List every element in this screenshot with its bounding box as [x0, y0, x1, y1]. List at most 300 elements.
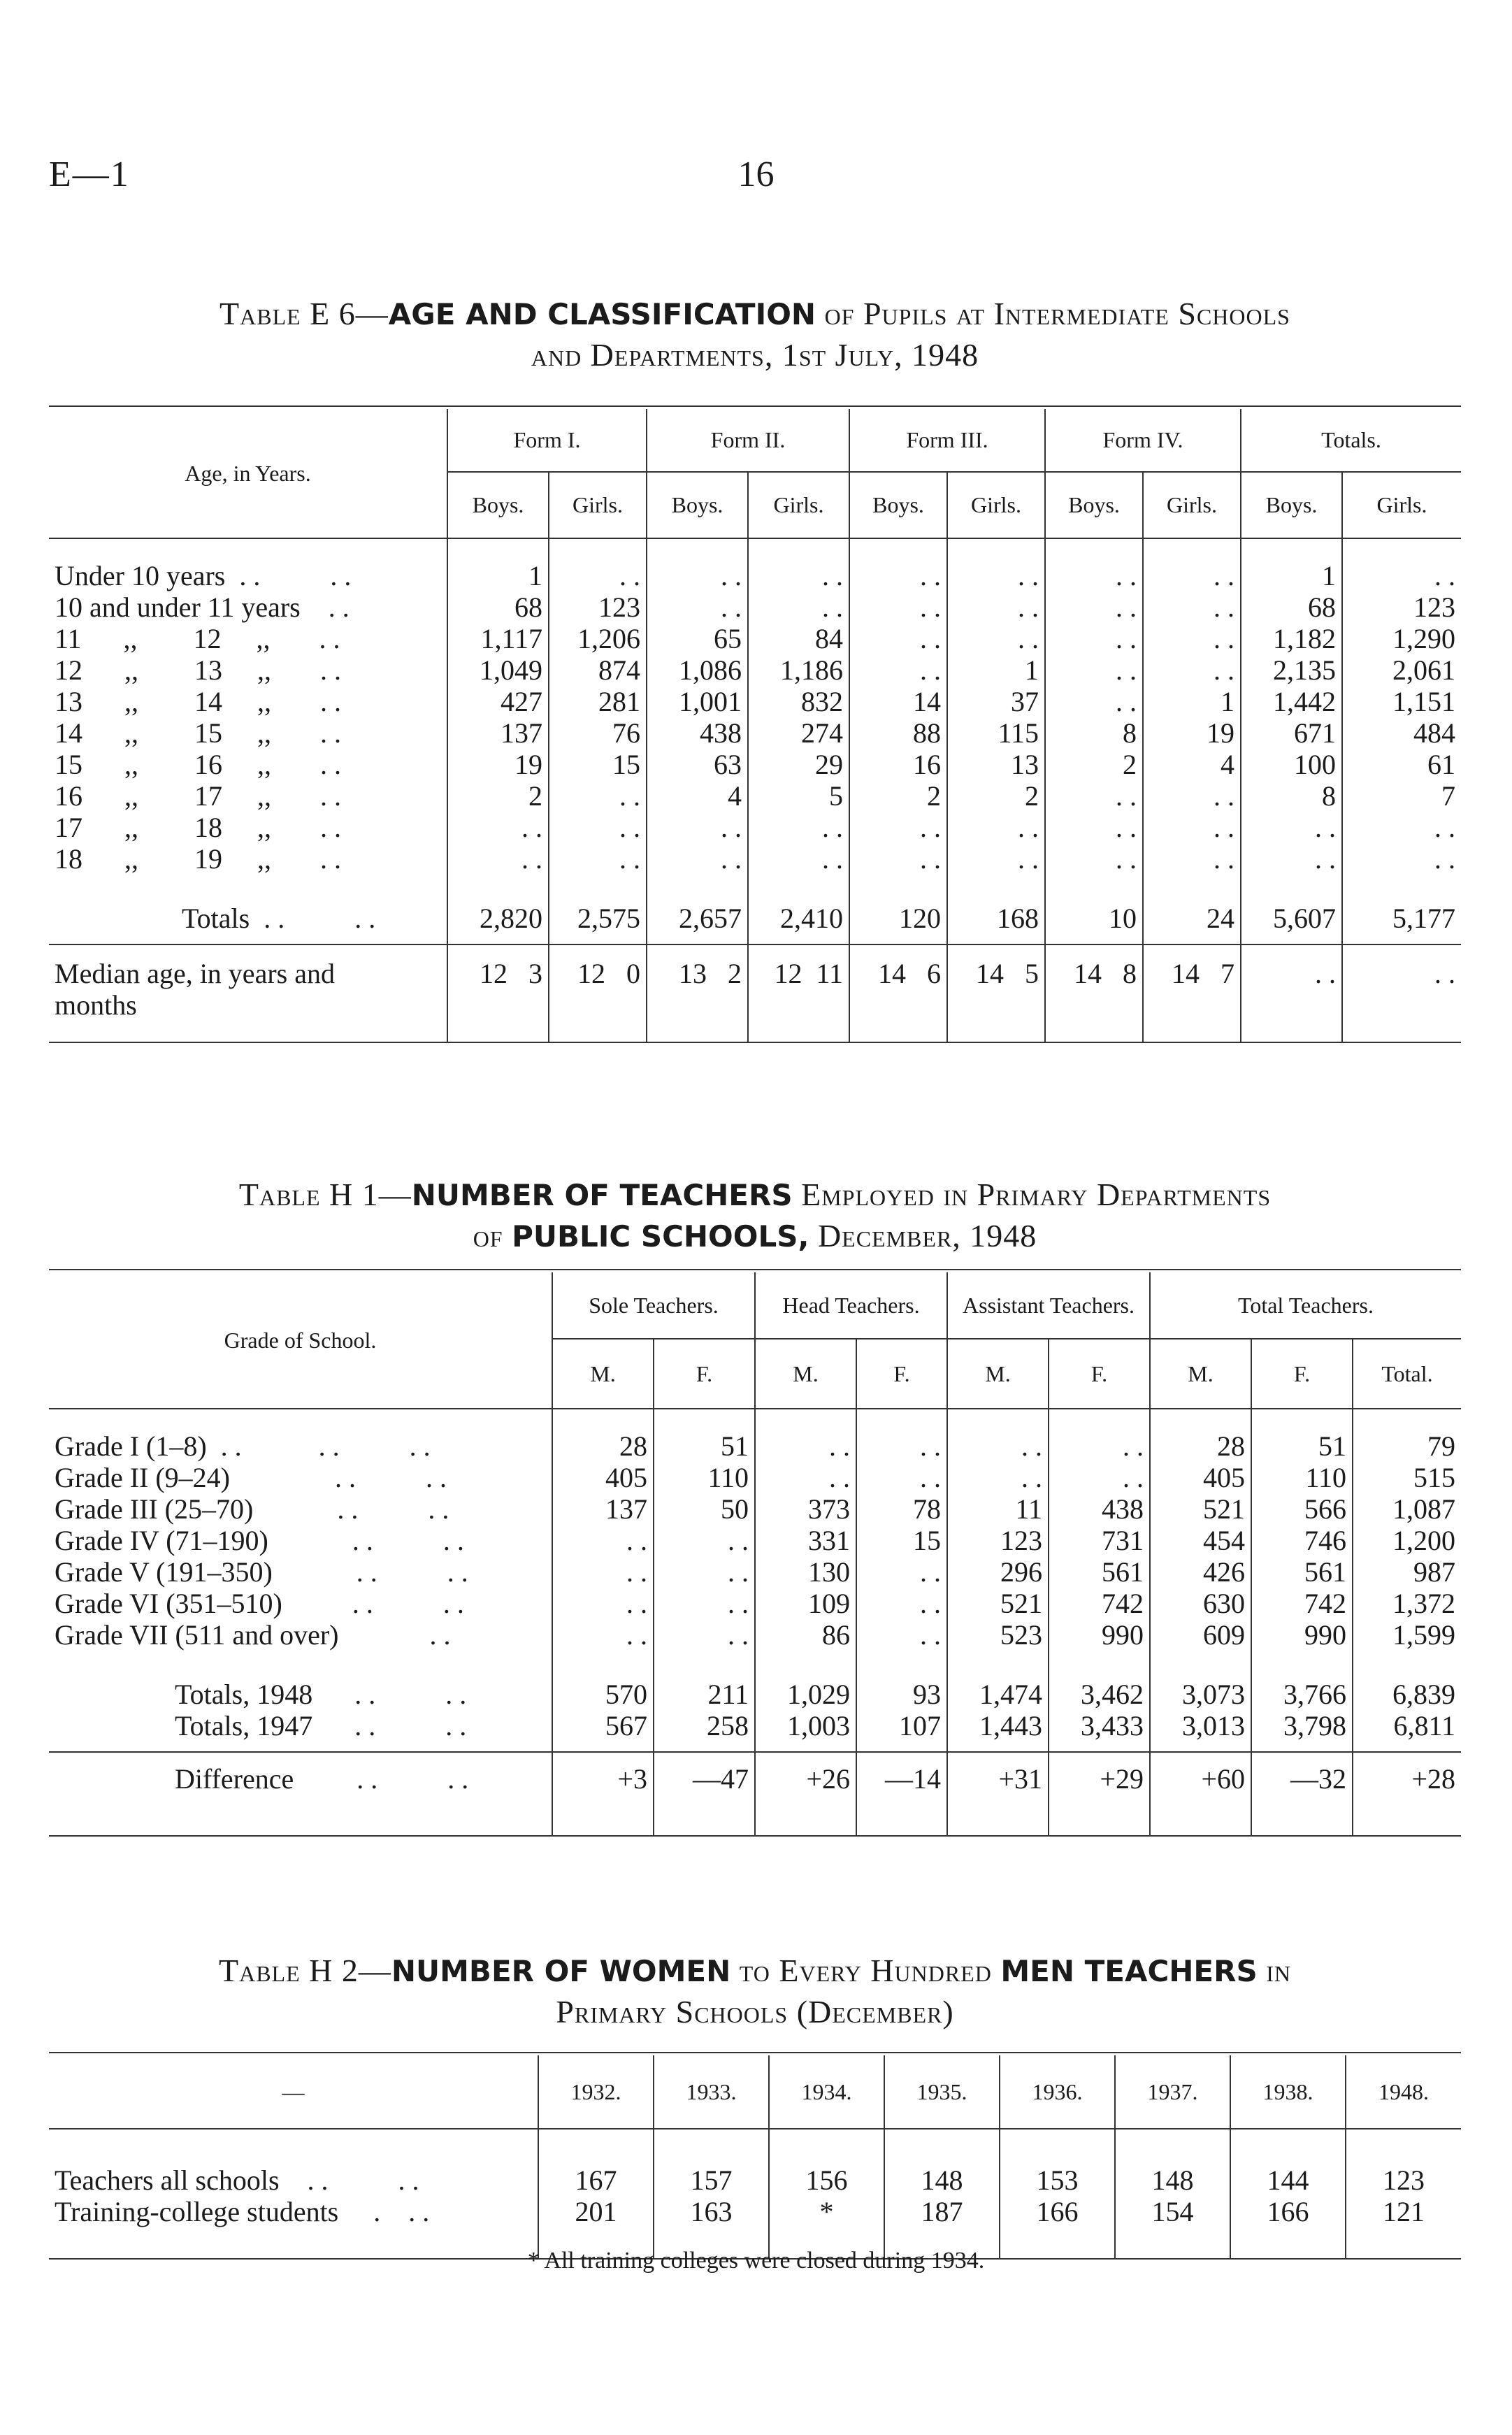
table-h2-top-rule	[49, 2052, 1461, 2053]
year-header: 1932.	[538, 2055, 654, 2129]
table-cell: 2	[447, 780, 549, 812]
table-cell: 1	[1143, 686, 1241, 717]
table-cell: . .	[1045, 843, 1143, 875]
table-cell: . .	[654, 1556, 755, 1588]
table-cell: 137	[447, 717, 549, 749]
table-cell: 187	[884, 2196, 1000, 2259]
table-cell: *	[769, 2196, 884, 2259]
table-cell: 68	[447, 591, 549, 623]
table-cell: 454	[1150, 1525, 1251, 1556]
table-cell: 6,811	[1353, 1710, 1461, 1752]
column-header: M.	[1150, 1339, 1251, 1409]
table-cell: . .	[1143, 843, 1241, 875]
table-cell: 109	[755, 1588, 856, 1619]
year-header: 1934.	[769, 2055, 884, 2129]
table-cell: 566	[1251, 1493, 1353, 1525]
table-cell: 153	[1000, 2129, 1115, 2196]
table-cell: 157	[654, 2129, 769, 2196]
stub-header: Grade of School.	[49, 1272, 552, 1409]
column-header: F.	[1049, 1339, 1150, 1409]
table-row	[49, 1409, 1461, 1462]
group-header: Assistant Teachers.	[947, 1272, 1150, 1339]
table-row	[49, 686, 1461, 717]
table-cell: . .	[947, 538, 1045, 591]
table-cell: . .	[647, 812, 748, 843]
row-label: 14 ,, 15 ,, . .	[55, 717, 341, 749]
table-cell: 274	[748, 717, 849, 749]
table-row	[49, 538, 1461, 591]
table-cell: 3,766	[1251, 1651, 1353, 1710]
table-cell: 2,410	[748, 875, 849, 944]
row-label: Grade V (191–350) . . . .	[55, 1556, 468, 1588]
table-cell: . .	[1049, 1409, 1150, 1462]
row-label: Difference . . . .	[49, 1752, 552, 1836]
table-cell: 78	[856, 1493, 947, 1525]
table-cell: . .	[654, 1588, 755, 1619]
table-cell: 93	[856, 1651, 947, 1710]
table-cell: 148	[884, 2129, 1000, 2196]
year-header: 1948.	[1346, 2055, 1461, 2129]
table-cell: 570	[552, 1651, 654, 1710]
table-cell: 3,462	[1049, 1651, 1150, 1710]
table-cell: 6,839	[1353, 1651, 1461, 1710]
table-cell: . .	[1143, 654, 1241, 686]
median-row	[49, 944, 1461, 1042]
table-cell: 51	[1251, 1409, 1353, 1462]
table-cell: 24	[1143, 875, 1241, 944]
row-label: Grade III (25–70) . . . .	[55, 1493, 449, 1525]
table-cell: 7	[1342, 780, 1461, 812]
table-cell: 1,086	[647, 654, 748, 686]
table-cell: 63	[647, 749, 748, 780]
row-label: Totals, 1948 . . . .	[175, 1679, 467, 1710]
table-cell: . .	[947, 623, 1045, 654]
table-cell: . .	[947, 1462, 1049, 1493]
table-cell: . .	[947, 591, 1045, 623]
table-cell: . .	[552, 1588, 654, 1619]
table-cell: . .	[1143, 538, 1241, 591]
group-header: Form IV.	[1045, 409, 1241, 472]
table-cell: . .	[549, 538, 647, 591]
table-cell: —47	[654, 1752, 755, 1836]
year-header: 1933.	[654, 2055, 769, 2129]
table-cell: 19	[1143, 717, 1241, 749]
table-cell: 37	[947, 686, 1045, 717]
table-cell: 1,442	[1241, 686, 1342, 717]
table-cell: . .	[552, 1556, 654, 1588]
table-row	[49, 1462, 1461, 1493]
table-cell: 561	[1251, 1556, 1353, 1588]
table-cell: . .	[856, 1409, 947, 1462]
column-header: Boys.	[1045, 472, 1143, 538]
table-cell: . .	[1045, 538, 1143, 591]
table-cell: 296	[947, 1556, 1049, 1588]
table-cell: . .	[1049, 1462, 1150, 1493]
table-cell: . .	[654, 1619, 755, 1651]
row-label: 18 ,, 19 ,, . .	[55, 843, 341, 875]
table-row	[49, 1556, 1461, 1588]
table-cell: 13 2	[647, 944, 748, 1042]
table-cell: 15	[549, 749, 647, 780]
table-cell: 8	[1241, 780, 1342, 812]
table-h2-title	[49, 1951, 1461, 2032]
table-cell: . .	[1241, 812, 1342, 843]
table-cell: 1	[447, 538, 549, 591]
table-cell: 2	[849, 780, 947, 812]
table-cell: +28	[1353, 1752, 1461, 1836]
table-cell: 3,013	[1150, 1710, 1251, 1752]
table-row	[49, 623, 1461, 654]
table-row	[49, 2129, 1461, 2196]
table-cell: +60	[1150, 1752, 1251, 1836]
table-cell: 5,607	[1241, 875, 1342, 944]
table-row	[49, 717, 1461, 749]
table-cell: 28	[1150, 1409, 1251, 1462]
table-cell: 2,657	[647, 875, 748, 944]
table-cell: 65	[647, 623, 748, 654]
table-cell: 4	[647, 780, 748, 812]
row-label: Totals . . . .	[182, 903, 376, 934]
table-cell: +3	[552, 1752, 654, 1836]
table-cell: 148	[1115, 2129, 1230, 2196]
table-h1	[49, 1272, 1461, 1837]
table-h1-title-line1: Table H 1—NUMBER OF TEACHERS Employed in Primary Departments	[238, 1177, 1272, 1212]
table-cell: 746	[1251, 1525, 1353, 1556]
table-cell: 5,177	[1342, 875, 1461, 944]
table-cell: 16	[849, 749, 947, 780]
table-cell: 110	[654, 1462, 755, 1493]
table-cell: 144	[1230, 2129, 1346, 2196]
table-cell: 100	[1241, 749, 1342, 780]
table-cell: 107	[856, 1710, 947, 1752]
difference-row	[49, 1752, 1461, 1836]
table-cell: 123	[1342, 591, 1461, 623]
table-cell: 154	[1115, 2196, 1230, 2259]
row-label: Grade II (9–24) . . . .	[55, 1462, 447, 1493]
table-cell: 29	[748, 749, 849, 780]
table-cell: . .	[856, 1619, 947, 1651]
table-cell: . .	[849, 843, 947, 875]
table-cell: . .	[849, 654, 947, 686]
table-h2	[49, 2055, 1461, 2260]
table-cell: 130	[755, 1556, 856, 1588]
table-cell: 110	[1251, 1462, 1353, 1493]
table-cell: 2,061	[1342, 654, 1461, 686]
table-row	[49, 591, 1461, 623]
row-label: Grade I (1–8) . . . . . .	[55, 1430, 431, 1462]
table-e6-title-line1: Table E 6—AGE AND CLASSIFICATION of Pupils at Intermediate Schools	[219, 296, 1290, 331]
table-cell: . .	[549, 843, 647, 875]
table-cell: . .	[647, 843, 748, 875]
table-cell: 2,820	[447, 875, 549, 944]
column-header: Boys.	[849, 472, 947, 538]
column-header: Girls.	[1143, 472, 1241, 538]
table-cell: 14 5	[947, 944, 1045, 1042]
footnote: * All training colleges were closed during 1934.	[527, 2248, 985, 2274]
column-header: M.	[947, 1339, 1049, 1409]
row-label: Teachers all schools . . . .	[55, 2164, 419, 2196]
table-cell: 1,182	[1241, 623, 1342, 654]
table-cell: 50	[654, 1493, 755, 1525]
table-cell: 1	[947, 654, 1045, 686]
table-cell: 521	[1150, 1493, 1251, 1525]
table-cell: . .	[947, 1409, 1049, 1462]
table-cell: . .	[755, 1462, 856, 1493]
totals-row	[49, 1651, 1461, 1710]
year-header: 1938.	[1230, 2055, 1346, 2129]
row-label: 16 ,, 17 ,, . .	[55, 780, 341, 812]
row-label: 13 ,, 14 ,, . .	[55, 686, 341, 717]
table-cell: 990	[1251, 1619, 1353, 1651]
table-cell: 1,029	[755, 1651, 856, 1710]
table-cell: 1,049	[447, 654, 549, 686]
table-cell: 3,073	[1150, 1651, 1251, 1710]
group-header: Head Teachers.	[755, 1272, 947, 1339]
column-header: F.	[1251, 1339, 1353, 1409]
table-cell: 88	[849, 717, 947, 749]
table-cell: . .	[947, 812, 1045, 843]
table-cell: 427	[447, 686, 549, 717]
table-cell: 521	[947, 1588, 1049, 1619]
table-cell: 1,372	[1353, 1588, 1461, 1619]
table-cell: . .	[849, 812, 947, 843]
table-cell: 1,117	[447, 623, 549, 654]
row-label: Totals, 1947 . . . .	[175, 1710, 467, 1741]
table-cell: 561	[1049, 1556, 1150, 1588]
table-cell: 567	[552, 1710, 654, 1752]
table-cell: 1,443	[947, 1710, 1049, 1752]
row-label: 11 ,, 12 ,, . .	[55, 623, 340, 654]
table-cell: 1,151	[1342, 686, 1461, 717]
table-h1-title	[49, 1175, 1461, 1257]
table-cell: 438	[647, 717, 748, 749]
table-cell: 123	[549, 591, 647, 623]
table-cell: 671	[1241, 717, 1342, 749]
table-e6-top-rule	[49, 405, 1461, 407]
table-row	[49, 1525, 1461, 1556]
table-cell: 1,599	[1353, 1619, 1461, 1651]
table-cell: 987	[1353, 1556, 1461, 1588]
table-cell: . .	[1342, 944, 1461, 1042]
table-cell: 990	[1049, 1619, 1150, 1651]
table-e6	[49, 409, 1461, 1043]
column-header: Total.	[1353, 1339, 1461, 1409]
table-row	[49, 1588, 1461, 1619]
column-header: Boys.	[647, 472, 748, 538]
table-h1-top-rule	[49, 1269, 1461, 1270]
table-cell: . .	[1342, 843, 1461, 875]
column-header: F.	[654, 1339, 755, 1409]
row-label: 10 and under 11 years . .	[55, 591, 350, 623]
table-cell: 123	[947, 1525, 1049, 1556]
table-cell: . .	[647, 591, 748, 623]
table-h2-title-line1: Table H 2—NUMBER OF WOMEN to Every Hundred MEN TEACHERS in	[219, 1953, 1291, 1988]
table-cell: 3,798	[1251, 1710, 1353, 1752]
table-cell: . .	[849, 591, 947, 623]
table-cell: 14 8	[1045, 944, 1143, 1042]
table-cell: 630	[1150, 1588, 1251, 1619]
table-cell: . .	[748, 843, 849, 875]
table-cell: 1,001	[647, 686, 748, 717]
table-cell: . .	[856, 1556, 947, 1588]
table-cell: 8	[1045, 717, 1143, 749]
table-cell: . .	[947, 843, 1045, 875]
table-cell: 832	[748, 686, 849, 717]
table-row	[49, 1493, 1461, 1525]
table-row	[49, 654, 1461, 686]
table-cell: . .	[1045, 686, 1143, 717]
table-cell: 11	[947, 1493, 1049, 1525]
table-cell: . .	[1045, 780, 1143, 812]
table-cell: 10	[1045, 875, 1143, 944]
row-label: Grade IV (71–190) . . . .	[55, 1525, 464, 1556]
table-row	[49, 780, 1461, 812]
table-cell: 1,186	[748, 654, 849, 686]
table-cell: 163	[654, 2196, 769, 2259]
table-cell: 373	[755, 1493, 856, 1525]
group-header: Form II.	[647, 409, 849, 472]
table-cell: 426	[1150, 1556, 1251, 1588]
table-cell: . .	[552, 1525, 654, 1556]
table-cell: 12 11	[748, 944, 849, 1042]
table-cell: 84	[748, 623, 849, 654]
table-cell: 68	[1241, 591, 1342, 623]
table-cell: 13	[947, 749, 1045, 780]
group-header: Total Teachers.	[1150, 1272, 1461, 1339]
group-header: Form III.	[849, 409, 1045, 472]
table-cell: 14 6	[849, 944, 947, 1042]
row-label: 12 ,, 13 ,, . .	[55, 654, 341, 686]
table-cell: . .	[849, 538, 947, 591]
table-cell: 211	[654, 1651, 755, 1710]
table-cell: 742	[1251, 1588, 1353, 1619]
table-cell: . .	[748, 812, 849, 843]
table-cell: . .	[1045, 654, 1143, 686]
column-header: M.	[552, 1339, 654, 1409]
table-cell: 5	[748, 780, 849, 812]
table-cell: 2,135	[1241, 654, 1342, 686]
table-cell: 2,575	[549, 875, 647, 944]
table-cell: 1,206	[549, 623, 647, 654]
column-header: Boys.	[1241, 472, 1342, 538]
table-row	[49, 749, 1461, 780]
row-label: 15 ,, 16 ,, . .	[55, 749, 341, 780]
table-cell: 86	[755, 1619, 856, 1651]
table-cell: 1,200	[1353, 1525, 1461, 1556]
table-cell: . .	[552, 1619, 654, 1651]
group-header: Totals.	[1241, 409, 1461, 472]
table-cell: 12 3	[447, 944, 549, 1042]
table-cell: . .	[1241, 944, 1342, 1042]
table-row	[49, 1619, 1461, 1651]
stub-header: Age, in Years.	[49, 409, 447, 538]
table-cell: 2	[1045, 749, 1143, 780]
row-label-line: months	[55, 989, 137, 1021]
table-cell: —32	[1251, 1752, 1353, 1836]
table-cell: . .	[1241, 843, 1342, 875]
table-cell: . .	[856, 1588, 947, 1619]
table-cell: 1,003	[755, 1710, 856, 1752]
page-number: 16	[737, 155, 775, 194]
group-header: Sole Teachers.	[552, 1272, 755, 1339]
table-cell: +29	[1049, 1752, 1150, 1836]
table-cell: 3,433	[1049, 1710, 1150, 1752]
table-cell: . .	[549, 780, 647, 812]
table-cell: 1,290	[1342, 623, 1461, 654]
table-cell: 331	[755, 1525, 856, 1556]
table-cell: 438	[1049, 1493, 1150, 1525]
table-cell: 2	[947, 780, 1045, 812]
table-cell: . .	[1045, 591, 1143, 623]
table-cell: 76	[549, 717, 647, 749]
table-cell: 4	[1143, 749, 1241, 780]
table-cell: . .	[1045, 812, 1143, 843]
table-cell: 731	[1049, 1525, 1150, 1556]
column-header: M.	[755, 1339, 856, 1409]
column-header: Girls.	[947, 472, 1045, 538]
table-cell: . .	[748, 538, 849, 591]
table-cell: 121	[1346, 2196, 1461, 2259]
column-header: F.	[856, 1339, 947, 1409]
table-cell: . .	[549, 812, 647, 843]
row-label: Under 10 years . . . .	[55, 560, 352, 591]
table-cell: 405	[1150, 1462, 1251, 1493]
table-cell: +26	[755, 1752, 856, 1836]
table-cell: +31	[947, 1752, 1049, 1836]
table-cell: 79	[1353, 1409, 1461, 1462]
column-header: Girls.	[549, 472, 647, 538]
table-cell: 115	[947, 717, 1045, 749]
table-row	[49, 843, 1461, 875]
row-label: Grade VI (351–510) . . . .	[55, 1588, 464, 1619]
table-cell: 405	[552, 1462, 654, 1493]
table-cell: 201	[538, 2196, 654, 2259]
table-cell: . .	[755, 1409, 856, 1462]
table-cell: —14	[856, 1752, 947, 1836]
column-header: Girls.	[748, 472, 849, 538]
table-row	[49, 812, 1461, 843]
table-cell: . .	[1143, 812, 1241, 843]
table-cell: 167	[538, 2129, 654, 2196]
table-cell: 19	[447, 749, 549, 780]
table-cell: 1	[1241, 538, 1342, 591]
table-cell: 14	[849, 686, 947, 717]
row-label: Training-college students . . .	[49, 2196, 538, 2259]
table-cell: 515	[1353, 1462, 1461, 1493]
table-cell: 156	[769, 2129, 884, 2196]
table-cell: 168	[947, 875, 1045, 944]
table-cell: 15	[856, 1525, 947, 1556]
table-e6-title-line2: and Departments, 1st July, 1948	[531, 337, 979, 373]
table-cell: . .	[654, 1525, 755, 1556]
table-h2-title-line2: Primary Schools (December)	[556, 1994, 954, 2030]
table-cell: . .	[647, 538, 748, 591]
group-header: Form I.	[447, 409, 647, 472]
table-cell: 281	[549, 686, 647, 717]
table-cell: 14 7	[1143, 944, 1241, 1042]
table-cell: . .	[1045, 623, 1143, 654]
column-header: Girls.	[1342, 472, 1461, 538]
table-cell: 51	[654, 1409, 755, 1462]
table-cell: . .	[849, 623, 947, 654]
table-cell: 12 0	[549, 944, 647, 1042]
table-cell: . .	[447, 843, 549, 875]
table-cell: 484	[1342, 717, 1461, 749]
page-code: E—1	[49, 155, 130, 194]
table-cell: . .	[1342, 812, 1461, 843]
table-cell: . .	[447, 812, 549, 843]
stub-header: —	[49, 2055, 538, 2129]
